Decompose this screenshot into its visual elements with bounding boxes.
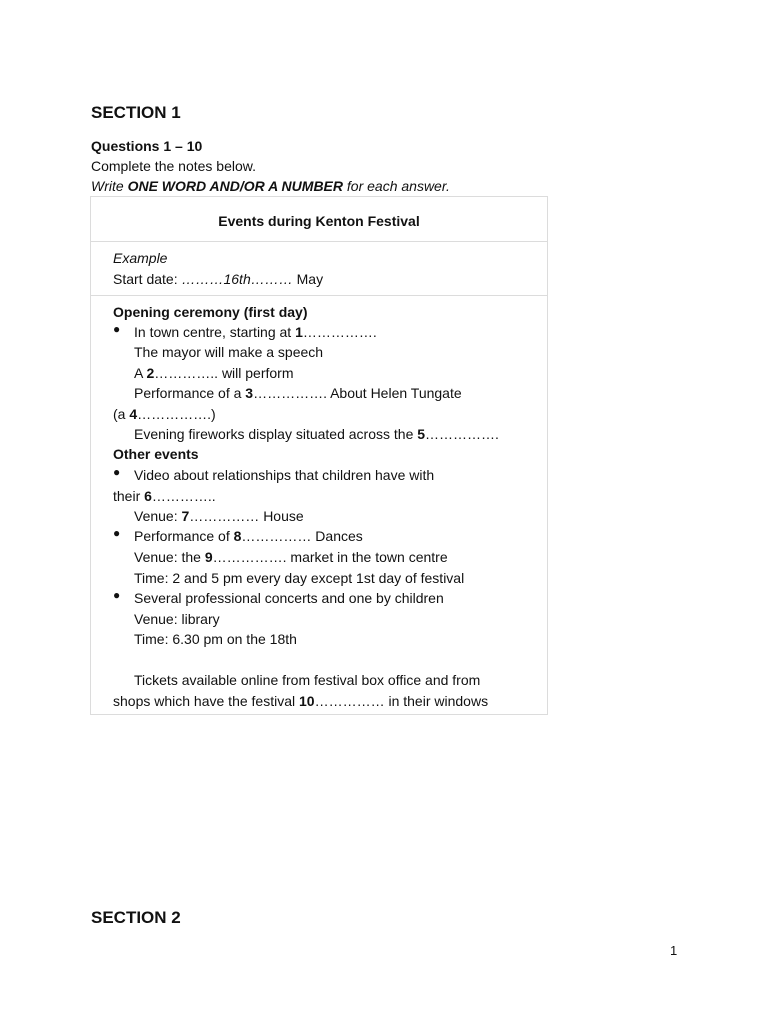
other-bullet-3-venue: Venue: library <box>134 611 220 627</box>
answer-gap-10: …………… <box>314 693 385 709</box>
row-divider <box>91 295 547 296</box>
venue-suffix: market in the town centre <box>290 549 448 565</box>
answer-gap-2: ………….. <box>154 365 219 381</box>
venue-prefix: Venue: the <box>134 549 201 565</box>
question-number-3: 3 <box>245 385 254 401</box>
example-label: Example <box>113 250 168 266</box>
other-bullet-2-venue <box>134 547 448 567</box>
opening-line-3-prefix: A <box>134 365 143 381</box>
other-bullet-2-suffix: Dances <box>315 528 363 544</box>
venue-suffix: House <box>263 508 304 524</box>
opening-line-4-suffix: About Helen Tungate <box>330 385 462 401</box>
answer-gap-4: ……………. <box>137 406 212 422</box>
tickets-line-1: Tickets available online from festival box office and from <box>134 672 481 688</box>
opening-line-2: The mayor will make a speech <box>134 344 324 360</box>
other-bullet-2-line-1 <box>134 526 363 546</box>
question-number-4: 4 <box>129 406 138 422</box>
opening-line-6-prefix: Evening fireworks display situated across the <box>134 426 414 442</box>
questions-range: Questions 1 – 10 <box>91 138 203 154</box>
answer-gap-7: …………… <box>189 508 260 524</box>
other-events-heading: Other events <box>113 446 199 462</box>
question-number-2: 2 <box>146 365 155 381</box>
row-divider <box>91 241 547 242</box>
question-number-6: 6 <box>144 488 152 504</box>
answer-gap-1: ……………. <box>302 324 377 340</box>
word-limit-instruction <box>91 176 450 196</box>
start-date-prefix: Start date: <box>113 271 178 287</box>
opening-line-6 <box>134 424 499 444</box>
opening-ceremony-heading: Opening ceremony (first day) <box>113 304 308 320</box>
bullet-icon: ● <box>113 465 121 479</box>
opening-line-5-suffix: ) <box>211 406 216 422</box>
opening-line-4-prefix: Performance of a <box>134 385 242 401</box>
question-number-10: 10 <box>299 693 315 709</box>
opening-line-5-prefix: (a <box>113 406 126 422</box>
venue-prefix: Venue: <box>134 508 178 524</box>
question-number-5: 5 <box>417 426 426 442</box>
other-bullet-3-time: Time: 6.30 pm on the 18th <box>134 631 297 647</box>
question-number-9: 9 <box>204 549 213 565</box>
section-1-heading: SECTION 1 <box>91 103 181 122</box>
instruction-text: Complete the notes below. <box>91 158 256 174</box>
bullet-icon: ● <box>113 526 121 540</box>
write-prefix: Write <box>91 178 124 194</box>
question-number-7: 7 <box>181 508 190 524</box>
answer-gap-8: …………… <box>241 528 312 544</box>
example-start-date <box>113 269 323 289</box>
opening-line-4 <box>134 383 462 403</box>
other-bullet-2-time: Time: 2 and 5 pm every day except 1st day of festival <box>134 570 465 586</box>
opening-line-1 <box>134 322 377 342</box>
opening-line-3-suffix: will perform <box>221 365 294 381</box>
section-2-heading: SECTION 2 <box>91 908 181 927</box>
start-date-suffix: May <box>296 271 324 287</box>
notes-table <box>90 196 548 715</box>
opening-line-3 <box>134 363 294 383</box>
answer-gap-3: ……………. <box>253 385 327 401</box>
other-bullet-1-line-1: Video about relationships that children have with <box>134 467 435 483</box>
table-title: Events during Kenton Festival <box>218 213 420 229</box>
start-date-answer: ………16th……… <box>181 271 293 287</box>
other-bullet-1-venue <box>134 506 304 526</box>
answer-gap-6: ………….. <box>151 488 216 504</box>
bullet-icon: ● <box>113 588 121 602</box>
opening-line-5 <box>113 404 216 424</box>
word-limit-emphasis: ONE WORD AND/OR A NUMBER <box>127 178 343 194</box>
other-bullet-2-prefix: Performance of <box>134 528 230 544</box>
page-number: 1 <box>670 943 678 958</box>
answer-gap-5: ……………. <box>425 426 499 442</box>
opening-line-1-text: In town centre, starting at <box>134 324 292 340</box>
answer-gap-9: ……………. <box>212 549 287 565</box>
other-bullet-1-line-2-prefix: their <box>113 488 141 504</box>
bullet-icon: ● <box>113 322 121 336</box>
tickets-line-2-suffix: in their windows <box>388 693 489 709</box>
question-number-1: 1 <box>295 324 303 340</box>
other-bullet-1-line-2 <box>113 486 216 506</box>
other-bullet-3-line-1: Several professional concerts and one by children <box>134 590 444 606</box>
tickets-line-2 <box>113 691 488 711</box>
question-number-8: 8 <box>233 528 242 544</box>
tickets-line-2-prefix: shops which have the festival <box>113 693 296 709</box>
write-suffix: for each answer. <box>346 178 450 194</box>
